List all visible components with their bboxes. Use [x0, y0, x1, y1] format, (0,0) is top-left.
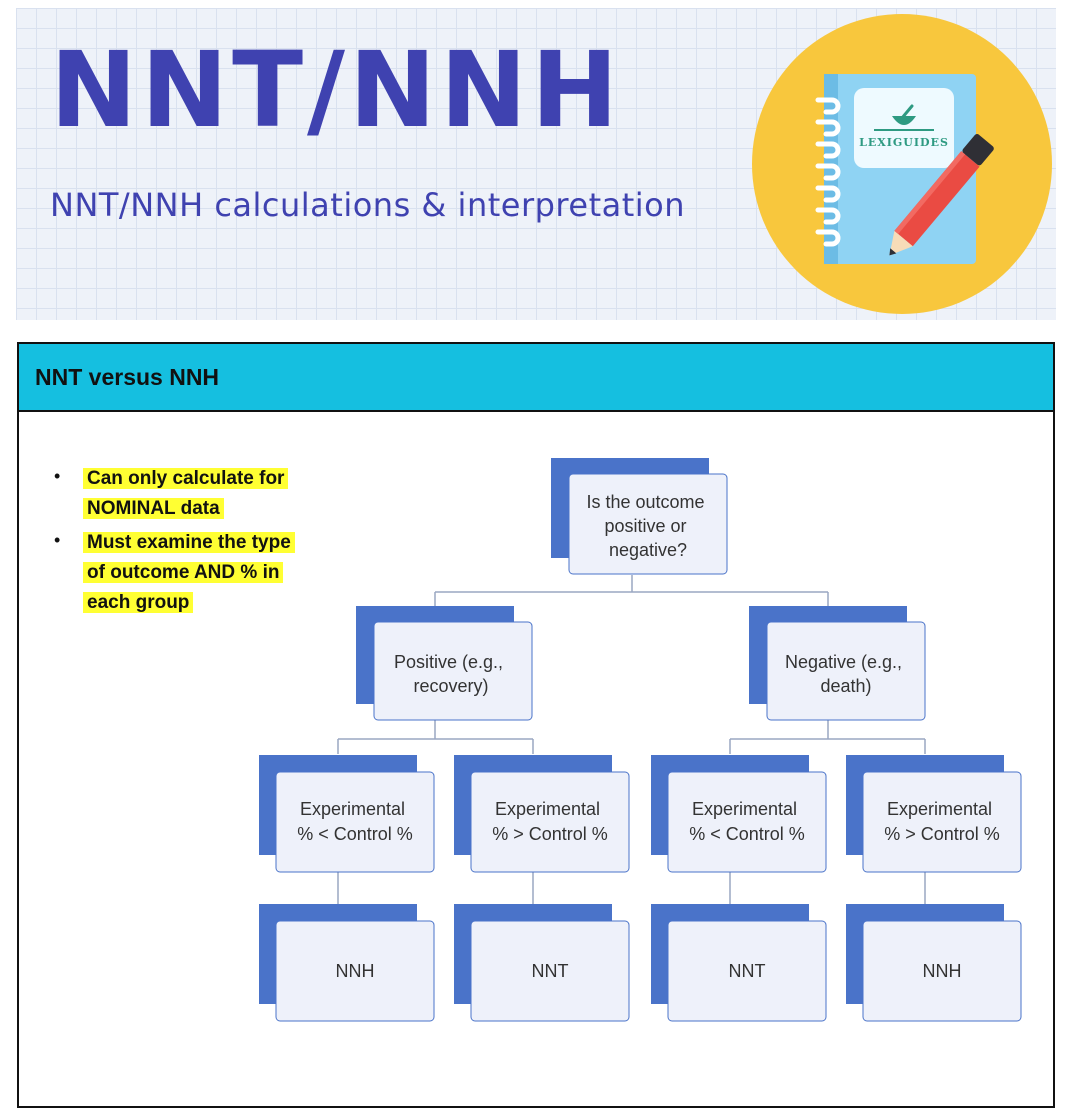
- bullet-line: NOMINAL data: [83, 498, 224, 519]
- condition-line: Experimental: [691, 799, 798, 819]
- condition-line: % > Control %: [492, 824, 608, 844]
- root-question-node: [551, 458, 727, 574]
- banner-title: NNT/NNH: [50, 29, 623, 151]
- bullet-dot-icon: •: [54, 466, 61, 486]
- result-label: NNT: [728, 961, 766, 981]
- bullet-line: of outcome AND % in: [83, 562, 283, 583]
- negative-outcome-line: Negative (e.g.,: [784, 652, 903, 672]
- negative-outcome-line: death): [820, 676, 872, 696]
- positive-outcome-node: [356, 606, 532, 720]
- condition-line: % > Control %: [884, 824, 1000, 844]
- bullet-line: Must examine the type: [83, 532, 295, 553]
- condition-node-positive-less: [259, 755, 434, 872]
- result-label: NNT: [531, 961, 569, 981]
- nnt-vs-nnh-panel: [17, 342, 1055, 1108]
- banner-subtitle: NNT/NNH calculations & interpretation: [50, 186, 686, 224]
- bullet-dot-icon: •: [54, 530, 61, 550]
- condition-line: Experimental: [494, 799, 601, 819]
- logo-label-box: [854, 88, 954, 168]
- condition-line: % < Control %: [689, 824, 805, 844]
- result-node-nnh: [259, 904, 434, 1021]
- negative-outcome-node: [749, 606, 925, 720]
- bullet-line: Can only calculate for: [83, 468, 288, 489]
- result-node-nnt: [651, 904, 826, 1021]
- bullet-line: each group: [83, 592, 193, 613]
- root-question-line: negative?: [608, 540, 688, 560]
- positive-outcome-line: Positive (e.g.,: [393, 652, 504, 672]
- result-node-nnh: [846, 904, 1021, 1021]
- notebook-pencil-logo: [734, 12, 1056, 316]
- banner: [16, 8, 1056, 320]
- condition-node-negative-greater: [846, 755, 1021, 872]
- result-label: NNH: [335, 961, 375, 981]
- positive-outcome-line: recovery): [413, 676, 489, 696]
- condition-node-positive-greater: [454, 755, 629, 872]
- root-question-line: positive or: [604, 516, 687, 536]
- result-node-nnt: [454, 904, 629, 1021]
- condition-node-negative-less: [651, 755, 826, 872]
- panel-heading: NNT versus NNH: [19, 344, 1053, 412]
- logo-wordmark: LEXIGUIDES: [859, 136, 949, 149]
- condition-line: % < Control %: [297, 824, 413, 844]
- result-label: NNH: [922, 961, 962, 981]
- root-question-line: Is the outcome: [586, 492, 705, 512]
- condition-line: Experimental: [299, 799, 406, 819]
- condition-line: Experimental: [886, 799, 993, 819]
- decision-tree: [19, 344, 1053, 1106]
